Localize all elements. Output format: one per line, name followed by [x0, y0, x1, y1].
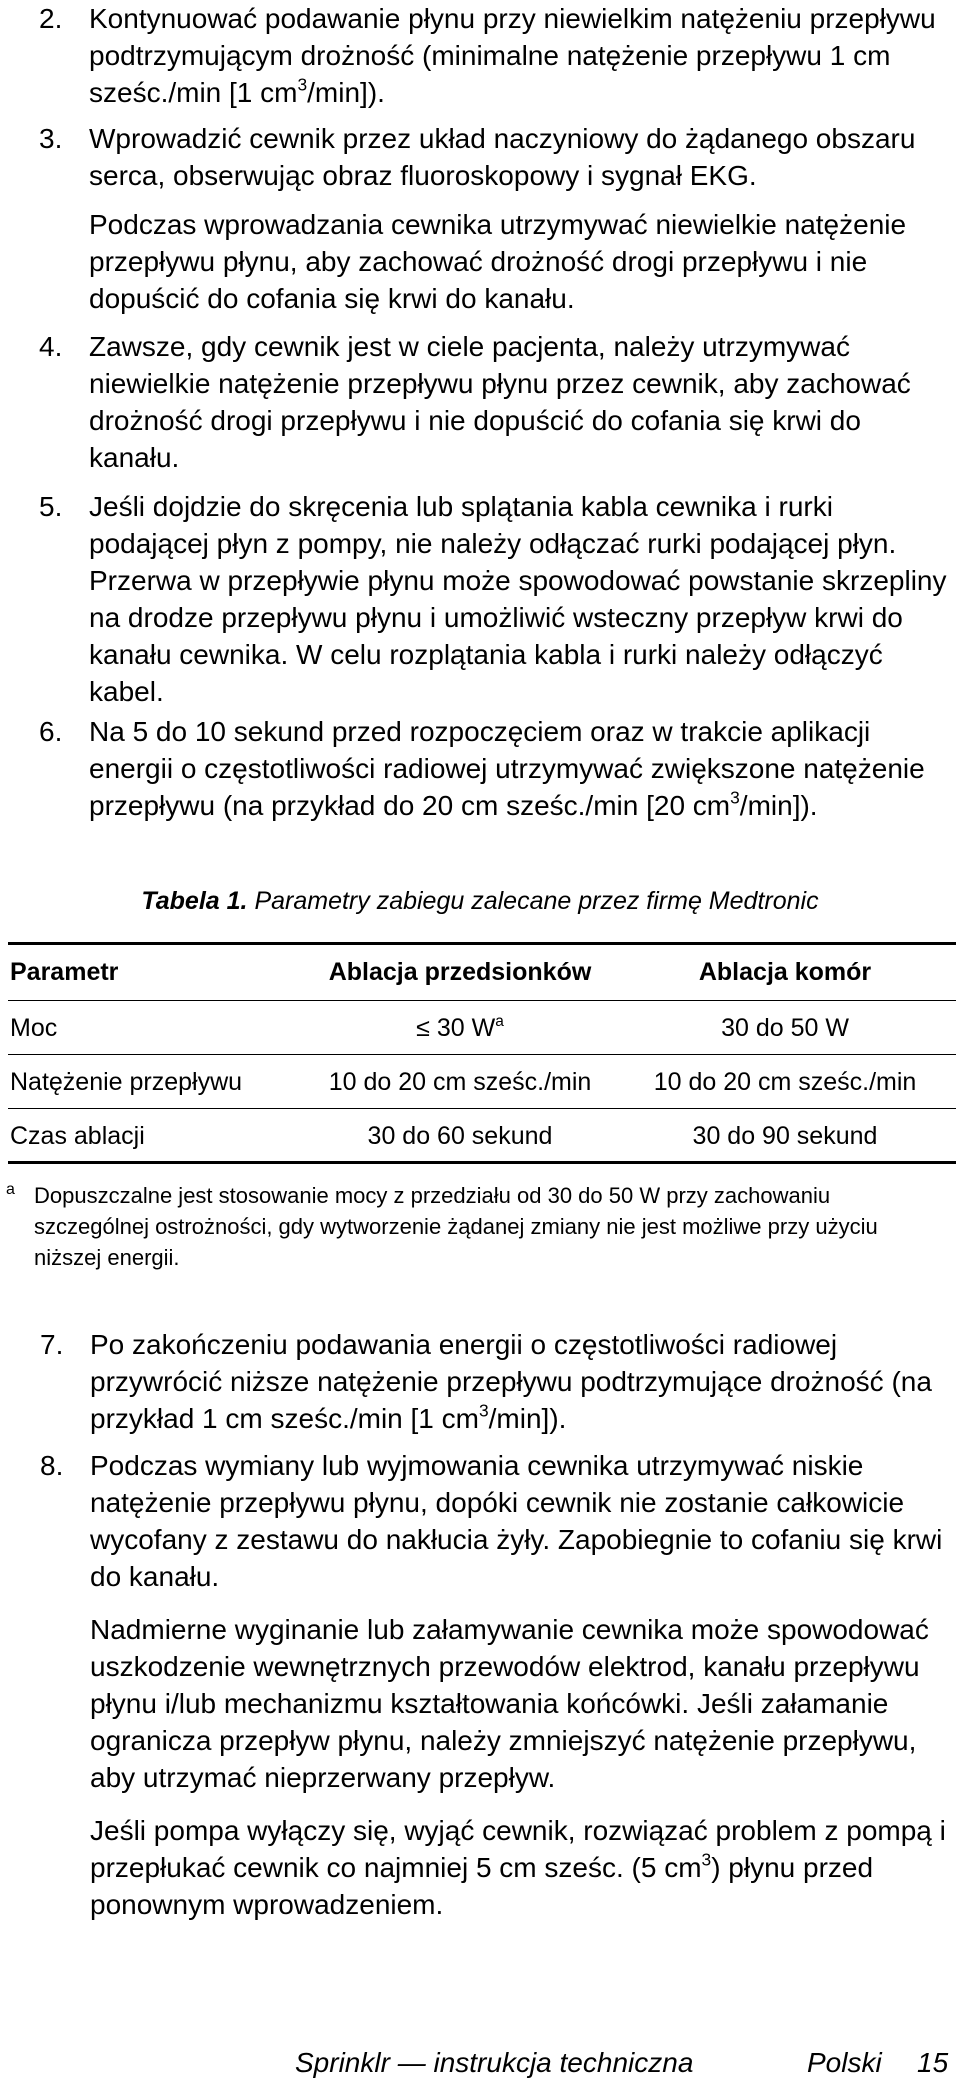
- item-number: 7.: [40, 1329, 64, 1360]
- table-cell: Natężenie przepływu: [10, 1068, 243, 1096]
- footnote-reference: a: [495, 1012, 504, 1030]
- table-caption-text: Parametry zabiegu zalecane przez firmę Medtronic: [254, 887, 819, 915]
- item-text: Wprowadzić cewnik przez układ naczyniowy do żądanego obszaru serca, obserwując obraz fluoroskopowy i sygnał EKG.: [89, 123, 916, 191]
- item-paragraph: Nadmierne wyginanie lub załamywanie cewnika może spowodować uszkodzenie wewnętrznych przewodów elektrod, kanału przepływu płynu i/lub mechanizmu kształtowania końcówki. Jeśli załamanie ogranicza przepływ płynu, należy zmniejszyć natężenie przepływu, aby utrzymać nieprzerwany przepływ.: [90, 1614, 929, 1793]
- item-number: 8.: [40, 1450, 64, 1481]
- table-row-divider: [8, 1108, 956, 1109]
- item-body: [89, 713, 951, 824]
- table-cell: ≤ 30 $W^a$: [416, 1012, 504, 1042]
- table-cell: 30 do 60 sekund: [367, 1122, 553, 1150]
- table-caption: [0, 885, 960, 917]
- page-footer-title: [295, 2046, 693, 2080]
- page-number: 15: [917, 2047, 949, 2078]
- footnote-marker: a: [6, 1181, 15, 1198]
- item-text: Podczas wymiany lub wyjmowania cewnika utrzymywać niskie natężenie przepływu płynu, dopóki cewnik nie zostanie całkowicie wycofany z zestawu do nakłucia żyły. Zapobiegnie to cofaniu się krwi do kanału.: [90, 1450, 943, 1592]
- table-cell: 30 do 90 sekund: [692, 1122, 878, 1150]
- table-caption-label: Tabela 1.: [141, 887, 248, 915]
- footer-dash: —: [397, 2047, 426, 2078]
- page-footer-language: Polski: [807, 2047, 882, 2078]
- table-header-cell: Ablacja komór: [698, 958, 872, 986]
- item-text: Kontynuować podawanie płynu przy niewielkim natężeniu przepływu podtrzymującym drożność (minimalne natężenie przepływu 1 cm sześc./min [1 $cm^3/\min$]).: [89, 3, 936, 108]
- footnote-text: Dopuszczalne jest stosowanie mocy z przedziału od 30 do 50 W przy zachowaniu szczególnej ostrożności, gdy wytworzenie żądanej zmiany nie jest możliwe przy użyciu niższej energii.: [34, 1183, 878, 1270]
- item-body: [89, 120, 951, 317]
- table-cell: 30 do 50 W: [721, 1014, 849, 1042]
- item-number: 3.: [39, 123, 63, 154]
- item-body: [89, 328, 951, 476]
- footer-product: Sprinklr: [295, 2047, 390, 2078]
- item-text: Zawsze, gdy cewnik jest w ciele pacjenta, należy utrzymywać niewielkie natężenie przepływu płynu przez cewnik, aby zachować drożność drogi przepływu i nie dopuścić do cofania się krwi do kanału.: [89, 331, 911, 473]
- item-number: 5.: [39, 491, 63, 522]
- item-paragraph: Podczas wprowadzania cewnika utrzymywać niewielkie natężenie przepływu płynu, aby zachować drożność drogi przepływu i nie dopuścić do cofania się krwi do kanału.: [89, 209, 907, 314]
- item-text: Jeśli dojdzie do skręcenia lub splątania kabla cewnika i rurki podającej płyn z pompy, nie należy odłączać rurki podającej płyn. Przerwa w przepływie płynu może spowodować powstanie skrzepliny na drodze przepływu płynu i umożliwić wsteczny przepływ krwi do kanału cewnika. W celu rozplątania kabla i rurki należy odłączyć kabel.: [89, 491, 947, 707]
- table-bottom-rule: [8, 1161, 956, 1164]
- table-cell: 10 do 20 cm sześc./min: [328, 1068, 592, 1096]
- table-cell: 10 do 20 cm sześc./min: [653, 1068, 917, 1096]
- item-text: Na 5 do 10 sekund przed rozpoczęciem oraz w trakcie aplikacji energii o częstotliwości radiowej utrzymywać zwiększone natężenie przepływu (na przykład do 20 cm sześc./min [20 $cm^3/\min$]).: [89, 716, 925, 821]
- table-row-divider: [8, 1000, 956, 1001]
- item-body: [89, 488, 951, 710]
- table-row-divider: [8, 1054, 956, 1055]
- item-text: Po zakończeniu podawania energii o częstotliwości radiowej przywrócić niższe natężenie przepływu podtrzymujące drożność (na przykład 1 cm sześc./min [1 $cm^3/\min$]).: [90, 1329, 932, 1434]
- item-number: 2.: [39, 3, 63, 34]
- item-paragraph: Jeśli pompa wyłączy się, wyjąć cewnik, rozwiązać problem z pompą i przepłukać cewnik co najmniej 5 cm sześc. (5 $cm^3$) płynu przed ponownym wprowadzeniem.: [90, 1815, 946, 1920]
- table-header-cell: Parametr: [10, 958, 119, 986]
- item-number: 4.: [39, 331, 63, 362]
- table-header-cell: Ablacja przedsionków: [328, 958, 592, 986]
- table-cell: Moc: [10, 1014, 58, 1042]
- footer-doc-title: instrukcja techniczna: [433, 2047, 694, 2078]
- table-top-rule: [8, 942, 956, 945]
- item-body: [90, 1447, 950, 1923]
- item-body: [90, 1326, 950, 1437]
- item-number: 6.: [39, 716, 63, 747]
- item-body: [89, 0, 951, 111]
- table-cell: Czas ablacji: [10, 1122, 145, 1150]
